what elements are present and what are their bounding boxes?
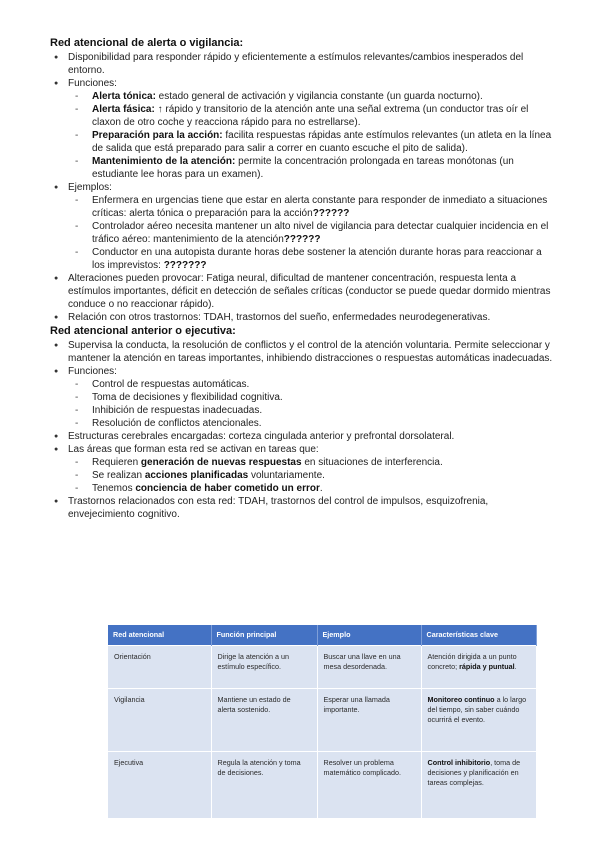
alerta-funciones-list <box>68 90 553 181</box>
cell-ejemplo: Buscar una llave en una mesa desordenada. <box>317 646 421 689</box>
cell-ejemplo: Esperar una llamada importante. <box>317 689 421 752</box>
alerta-funciones <box>48 77 553 181</box>
table-row <box>108 752 536 819</box>
header-caracteristicas: Características clave <box>421 625 536 646</box>
funcion-item: - Resolución de conflictos atencionales. <box>68 417 553 430</box>
table-header-row <box>108 625 536 646</box>
alerta-alteraciones: ● Alteraciones pueden provocar: Fatiga neural, dificultad de mantener concentración, respuesta lenta a estímulos importantes, déficit en detección de señales críticas (conductor se puede quedar dormido mientras conduce o no reaccionar rápido). <box>48 272 553 311</box>
funcion-item: - Inhibición de respuestas inadecuadas. <box>68 404 553 417</box>
ejemplo-item: - Controlador aéreo necesita mantener un alto nivel de vigilancia para detectar cualquier incidencia en el tráfico aéreo: mantenimiento de la atención?????? <box>68 220 553 246</box>
funciones-label: Funciones: <box>68 78 117 89</box>
cell-caracteristicas: Control inhibitorio, toma de decisiones y planificación en tareas complejas. <box>421 752 536 819</box>
section-title-alerta: Red atencional de alerta o vigilancia: <box>50 37 244 49</box>
funciones-label: Funciones: <box>68 366 117 377</box>
area-item: - Se realizan acciones planificadas voluntariamente. <box>68 469 553 482</box>
area-item: - Tenemos conciencia de haber cometido un error. <box>68 482 553 495</box>
ejemplos-label: Ejemplos: <box>68 182 112 193</box>
header-funcion: Función principal <box>211 625 317 646</box>
cell-red: Orientación <box>108 646 211 689</box>
ejecutiva-areas: ● Las áreas que forman esta red se activan en tareas que: - Requieren generación de nuevas respuestas en situaciones de interferencia. - Se realizan acciones planificadas voluntariamente. - Tenemos conciencia de haber cometido un error. <box>48 443 553 495</box>
table-row <box>108 646 536 689</box>
comparison-table-wrap <box>108 625 536 818</box>
ejecutiva-definition: ● Supervisa la conducta, la resolución de conflictos y el control de la atención voluntaria. Permite seleccionar y mantener la atención en tareas importantes, inhibiendo distracciones o respuestas automáticas inadecuadas. <box>48 339 553 365</box>
funcion-item: - Toma de decisiones y flexibilidad cognitiva. <box>68 391 553 404</box>
alerta-list <box>48 51 553 324</box>
cell-funcion: Dirige la atención a un estímulo específico. <box>211 646 317 689</box>
cell-ejemplo: Resolver un problema matemático complicado. <box>317 752 421 819</box>
cell-funcion: Regula la atención y toma de decisiones. <box>211 752 317 819</box>
funcion-item: - Control de respuestas automáticas. <box>68 378 553 391</box>
alerta-definition: ● Disponibilidad para responder rápido y eficientemente a estímulos relevantes/cambios inesperados del entorno. <box>48 51 553 77</box>
ejemplo-item: - Enfermera en urgencias tiene que estar en alerta constante para responder de inmediato a situaciones críticas: alerta tónica o preparación para la acción?????? <box>68 194 553 220</box>
header-ejemplo: Ejemplo <box>317 625 421 646</box>
funcion-item: - Alerta fásica: ↑ rápido y transitorio de la atención ante una señal extrema (un conductor tras oír el claxon de otro coche y reacciona rápido para no estrellarse). <box>68 103 553 129</box>
alerta-ejemplos <box>48 181 553 272</box>
ejecutiva-trastornos: ● Trastornos relacionados con esta red: TDAH, trastornos del control de impulsos, esquizofrenia, envejecimiento cognitivo. <box>48 495 553 521</box>
table-row <box>108 689 536 752</box>
alerta-ejemplos-list <box>68 194 553 272</box>
ejecutiva-estructuras: ● Estructuras cerebrales encargadas: corteza cingulada anterior y prefrontal dorsolateral. <box>48 430 553 443</box>
document-body <box>48 36 553 521</box>
ejecutiva-list <box>48 339 553 521</box>
comparison-table <box>108 625 537 818</box>
area-item: - Requieren generación de nuevas respuestas en situaciones de interferencia. <box>68 456 553 469</box>
funcion-item: - Preparación para la acción: facilita respuestas rápidas ante estímulos relevantes (un atleta en la línea de salida que está preparado para salir a correr en cuanto escuche el pito de salida). <box>68 129 553 155</box>
section-title-ejecutiva: Red atencional anterior o ejecutiva: <box>50 325 236 337</box>
ejecutiva-funciones-list <box>68 378 553 430</box>
alerta-relacion: ● Relación con otros trastornos: TDAH, trastornos del sueño, enfermedades neurodegenerativas. <box>48 311 553 324</box>
ejemplo-item: - Conductor en una autopista durante horas debe sostener la atención durante horas para reaccionar a los imprevistos: ??????? <box>68 246 553 272</box>
cell-caracteristicas: Atención dirigida a un punto concreto; rápida y puntual. <box>421 646 536 689</box>
ejecutiva-areas-list <box>68 456 553 495</box>
funcion-item: - Mantenimiento de la atención: permite la concentración prolongada en tareas monótonas (un estudiante lee horas para un examen). <box>68 155 553 181</box>
cell-red: Ejecutiva <box>108 752 211 819</box>
header-red: Red atencional <box>108 625 211 646</box>
cell-caracteristicas: Monitoreo continuo a lo largo del tiempo, sin saber cuándo ocurrirá el evento. <box>421 689 536 752</box>
cell-funcion: Mantiene un estado de alerta sostenido. <box>211 689 317 752</box>
cell-red: Vigilancia <box>108 689 211 752</box>
ejecutiva-funciones <box>48 365 553 430</box>
funcion-item: - Alerta tónica: estado general de activación y vigilancia constante (un guarda nocturno). <box>68 90 553 103</box>
